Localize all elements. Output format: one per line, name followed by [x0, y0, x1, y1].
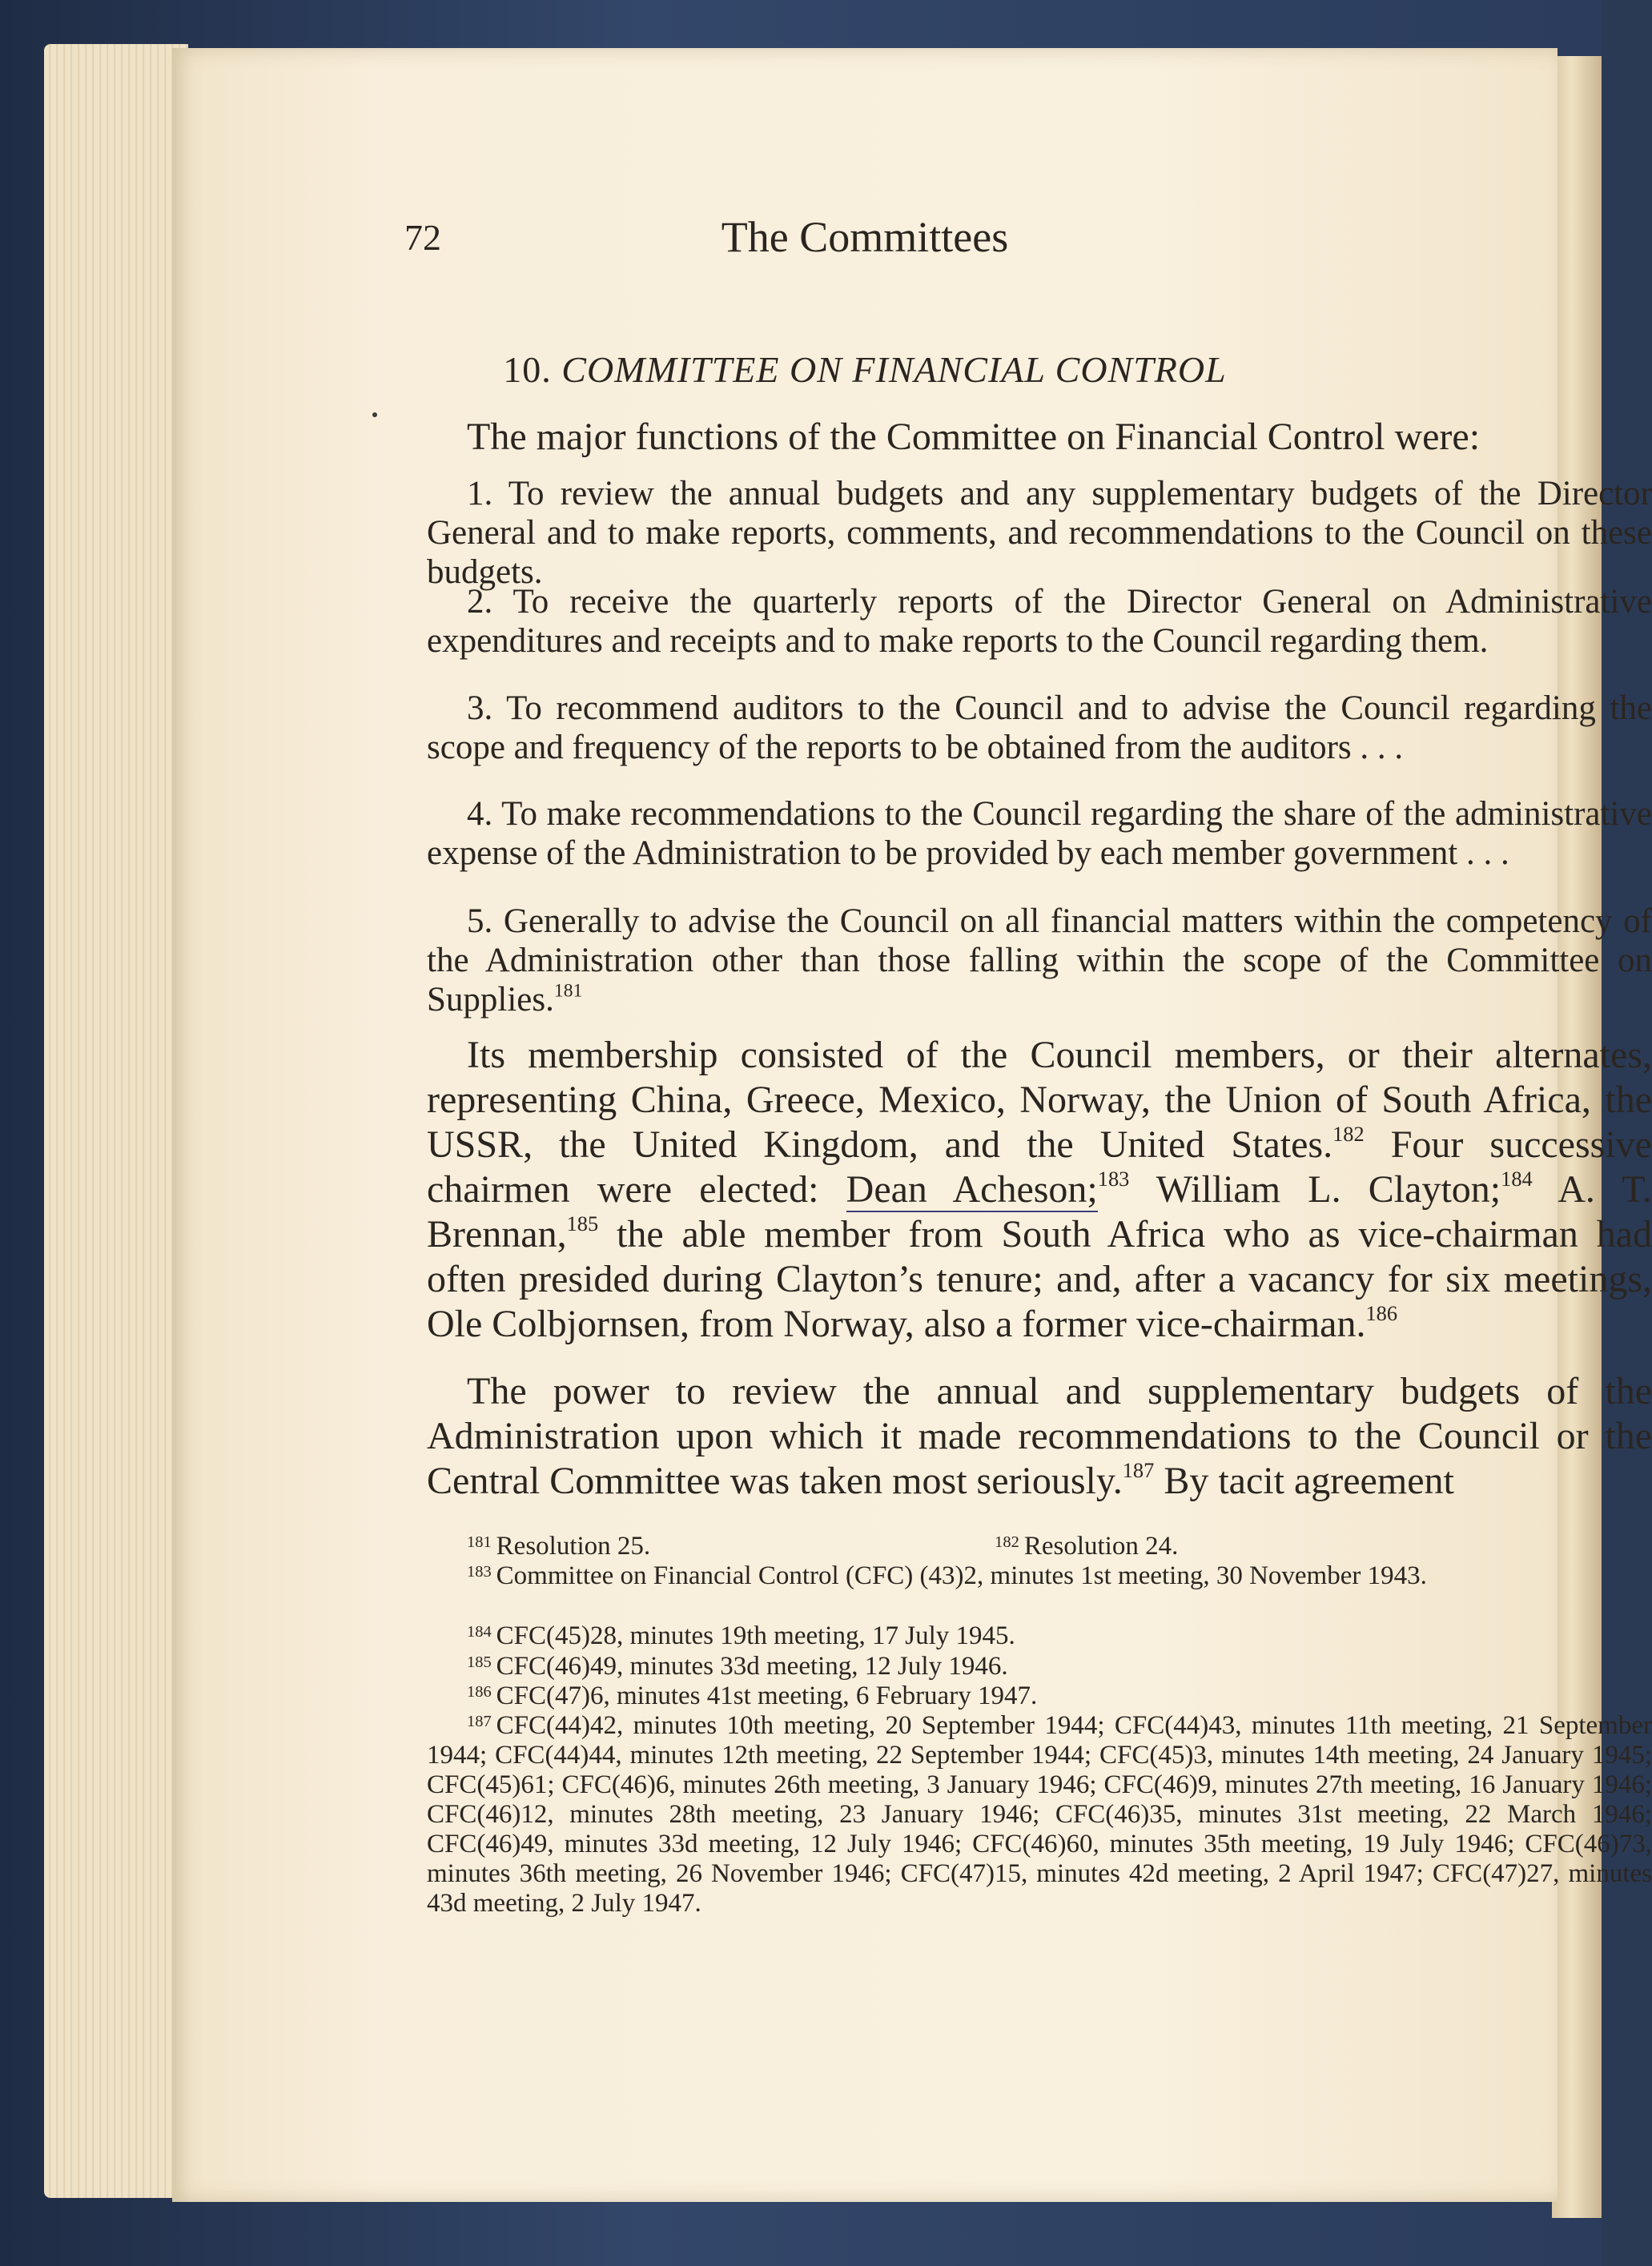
footnote-186 — [427, 1677, 1652, 1711]
footnote-text: CFC(45)28, minutes 19th meeting, 17 July 1945. — [496, 1621, 1015, 1651]
power-text-2: By tacit agreement — [1154, 1460, 1454, 1502]
footnote-text: Committee on Financial Control (CFC) (43)2, minutes 1st meeting, 30 November 1943. — [496, 1561, 1427, 1591]
footnote-number: 184 — [467, 1623, 492, 1641]
footnote-text: Resolution 25. — [496, 1532, 651, 1561]
footnote-ref-181: 181 — [553, 980, 583, 1002]
function-item-5 — [427, 902, 1652, 1019]
footnote-number: 183 — [467, 1563, 492, 1581]
power-paragraph — [427, 1369, 1652, 1504]
section-title: COMMITTEE ON FINANCIAL CONTROL — [561, 349, 1227, 390]
footnote-text: CFC(47)6, minutes 41st meeting, 6 February 1947. — [496, 1681, 1038, 1711]
function-item-1: 1. To review the annual budgets and any supplementary budgets of the Director General and to make reports, comments, and recommendations to the Council on these budgets. — [427, 475, 1652, 591]
footnote-181-182 — [427, 1528, 1652, 1561]
footnote-text: CFC(44)42, minutes 10th meeting, 20 September 1944; CFC(44)43, minutes 11th meeting, 21 September 1944; CFC(44)44, minutes 12th meeting, 22 September 1944; CFC(45)3, minutes 14th meeting, 24 January 1945; CFC(45)61; CFC(46)6, minutes 26th meeting, 3 January 1946; CFC(46)9, minutes 27th meeting, 16 January 1946; CFC(46)12, minutes 28th meeting, 23 January 1946; CFC(46)35, minutes 31st meeting, 22 March 1946; CFC(46)49, minutes 33d meeting, 12 July 1946; CFC(46)60, minutes 35th meeting, 19 July 1946; CFC(46)73, minutes 36th meeting, 26 November 1946; CFC(47)15, minutes 42d meeting, 2 April 1947; CFC(47)27, minutes 43d meeting, 2 July 1947. — [427, 1711, 1652, 1918]
page-number: 72 — [404, 217, 441, 258]
footnote-185 — [427, 1648, 1652, 1681]
pencil-dot — [372, 412, 377, 417]
footnote-ref-186: 186 — [1365, 1301, 1398, 1326]
footnote-183 — [427, 1557, 1652, 1591]
intro-paragraph: The major functions of the Committee on Financial Control were: — [467, 416, 1481, 458]
footnote-number: 182 — [995, 1533, 1019, 1551]
footnote-ref-187: 187 — [1122, 1458, 1155, 1483]
footnote-text: Resolution 24. — [1023, 1532, 1179, 1561]
footnote-ref-184: 184 — [1501, 1167, 1533, 1191]
book-page — [172, 48, 1652, 2202]
membership-paragraph — [427, 1033, 1652, 1347]
footnote-ref-183: 183 — [1097, 1167, 1130, 1191]
footnote-text: CFC(46)49, minutes 33d meeting, 12 July 1946. — [496, 1652, 1008, 1681]
footnote-number: 187 — [467, 1713, 492, 1730]
footnote-number: 185 — [467, 1653, 492, 1671]
membership-text-2: Four successive chairmen were elected: — [427, 1123, 1652, 1211]
footnote-ref-185: 185 — [566, 1211, 599, 1236]
function-item-3: 3. To recommend auditors to the Council and to advise the Council regarding the scope and frequency of the reports to be obtained from the auditors . . . — [427, 689, 1652, 766]
membership-text-4: A. T. Brennan, — [427, 1168, 1652, 1256]
power-text-1: The power to review the annual and supplementary budgets of the Administration upon which it made recommendations to the Council or the Central Committee was taken most seriously. — [427, 1370, 1652, 1502]
footnote-187 — [427, 1707, 1652, 1918]
footnote-number: 186 — [467, 1683, 492, 1701]
function-item-4: 4. To make recommendations to the Council regarding the share of the administrative expense of the Administration to be provided by each member government . . . — [427, 795, 1652, 872]
running-head: The Committees — [721, 213, 1009, 261]
membership-text-3: William L. Clayton; — [1129, 1168, 1501, 1211]
membership-text-1: Its membership consisted of the Council members, or their alternates, representing China, Greece, Mexico, Norway, the Union of South Africa, the USSR, the United Kingdom, and the United States. — [427, 1034, 1652, 1166]
section-heading — [172, 348, 1558, 391]
page-edges — [44, 44, 188, 2198]
function-item-2: 2. To receive the quarterly reports of the Director General on Administrative expenditures and receipts and to make reports to the Council regarding them. — [427, 583, 1652, 660]
footnote-ref-182: 182 — [1332, 1122, 1365, 1147]
function-item-5-text: 5. Generally to advise the Council on all financial matters within the competency of the Administration other than those falling within the scope of the Committee on Supplies. — [427, 902, 1652, 1018]
footnote-184 — [427, 1617, 1652, 1651]
underlined-acheson: Dean Acheson; — [846, 1168, 1098, 1211]
section-number: 10. — [503, 349, 552, 390]
footnote-number: 181 — [467, 1533, 492, 1551]
membership-text-5: the able member from South Africa who as vice-chairman had often presided during Clayton’s tenure; and, after a vacancy for six meetings, Ole Colbjornsen, from Norway, also a former vice-chairman. — [427, 1213, 1652, 1345]
